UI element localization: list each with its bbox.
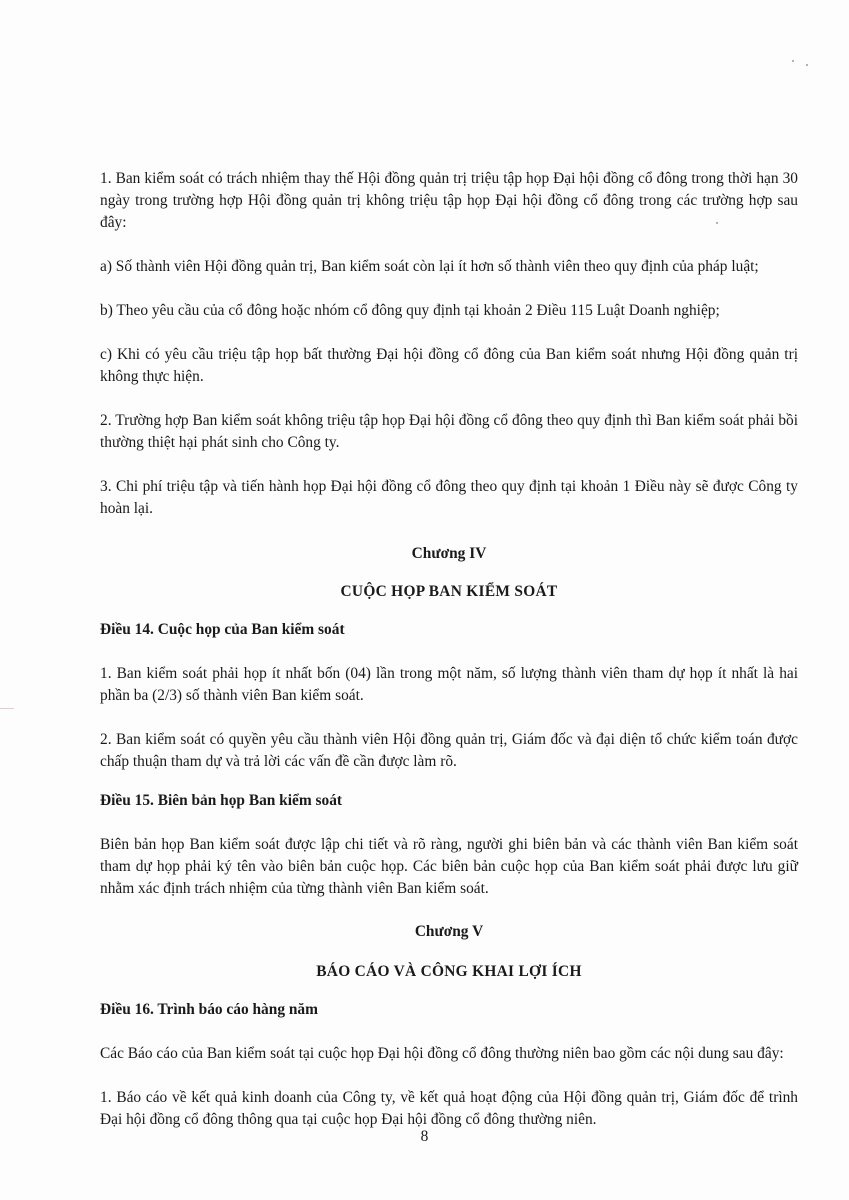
article-14-paragraph-2: 2. Ban kiểm soát có quyền yêu cầu thành viên Hội đồng quản trị, Giám đốc và đại diện tổ chức kiểm toán được chấp thuận tham dự và trả lời các vấn đề cần được làm rõ. — [100, 731, 798, 770]
article-15-heading: Điều 15. Biên bản họp Ban kiểm soát — [100, 792, 343, 809]
chapter-4-label: Chương IV — [411, 545, 487, 562]
article-14-paragraph-1: 1. Ban kiểm soát phải họp ít nhất bốn (04) lần trong một năm, số lượng thành viên tham dự họp ít nhất là hai phần ba (2/3) số thành viên Ban kiểm soát. — [100, 665, 798, 704]
chapter-4-title: CUỘC HỌP BAN KIỂM SOÁT — [340, 583, 558, 600]
scan-speck — [806, 64, 808, 66]
chapter-5-label: Chương V — [414, 923, 484, 940]
paragraph-1a: a) Số thành viên Hội đồng quản trị, Ban kiểm soát còn lại ít hơn số thành viên theo quy định của pháp luật; — [100, 258, 759, 275]
article-16-paragraph-1: Các Báo cáo của Ban kiểm soát tại cuộc họp Đại hội đồng cổ đông thường niên bao gồm các nội dung sau đây: — [100, 1045, 784, 1062]
paragraph-1b: b) Theo yêu cầu của cổ đông hoặc nhóm cổ đông quy định tại khoản 2 Điều 115 Luật Doanh nghiệp; — [100, 302, 720, 319]
document-body — [100, 168, 798, 1131]
paragraph-1: 1. Ban kiểm soát có trách nhiệm thay thế Hội đồng quản trị triệu tập họp Đại hội đồng cổ đông trong thời hạn 30 ngày trong trường hợp Hội đồng quản trị không triệu tập họp Đại hội đồng cổ đông trong các trường hợp sau đây: — [100, 170, 798, 231]
paragraph-2: 2. Trường hợp Ban kiểm soát không triệu tập họp Đại hội đồng cổ đông theo quy định thì Ban kiểm soát phải bồi thường thiệt hại phát sinh cho Công ty. — [100, 412, 798, 451]
chapter-5-title: BÁO CÁO VÀ CÔNG KHAI LỢI ÍCH — [316, 963, 582, 980]
scan-speck — [792, 60, 794, 62]
article-14-heading: Điều 14. Cuộc họp của Ban kiểm soát — [100, 621, 345, 638]
article-16-heading: Điều 16. Trình báo cáo hàng năm — [100, 1001, 318, 1018]
article-16-paragraph-2: 1. Báo cáo về kết quả kinh doanh của Công ty, về kết quả hoạt động của Hội đồng quản trị, Giám đốc để trình Đại hội đồng cổ đông thông qua tại cuộc họp Đại hội đồng cổ đông thường niên. — [100, 1089, 798, 1128]
article-15-paragraph-1: Biên bản họp Ban kiểm soát được lập chi tiết và rõ ràng, người ghi biên bản và các thành viên Ban kiểm soát tham dự họp phải ký tên vào biên bản cuộc họp. Các biên bản cuộc họp của Ban kiểm soát phải được lưu giữ nhằm xác định trách nhiệm của từng thành viên Ban kiểm soát. — [100, 836, 798, 897]
paragraph-1c: c) Khi có yêu cầu triệu tập họp bất thường Đại hội đồng cổ đông của Ban kiểm soát nhưng Hội đồng quản trị không thực hiện. — [100, 346, 798, 385]
margin-mark — [0, 708, 14, 709]
paragraph-3: 3. Chi phí triệu tập và tiến hành họp Đại hội đồng cổ đông theo quy định tại khoản 1 Điều này sẽ được Công ty hoàn lại. — [100, 478, 798, 517]
page-number: 8 — [420, 1128, 429, 1145]
